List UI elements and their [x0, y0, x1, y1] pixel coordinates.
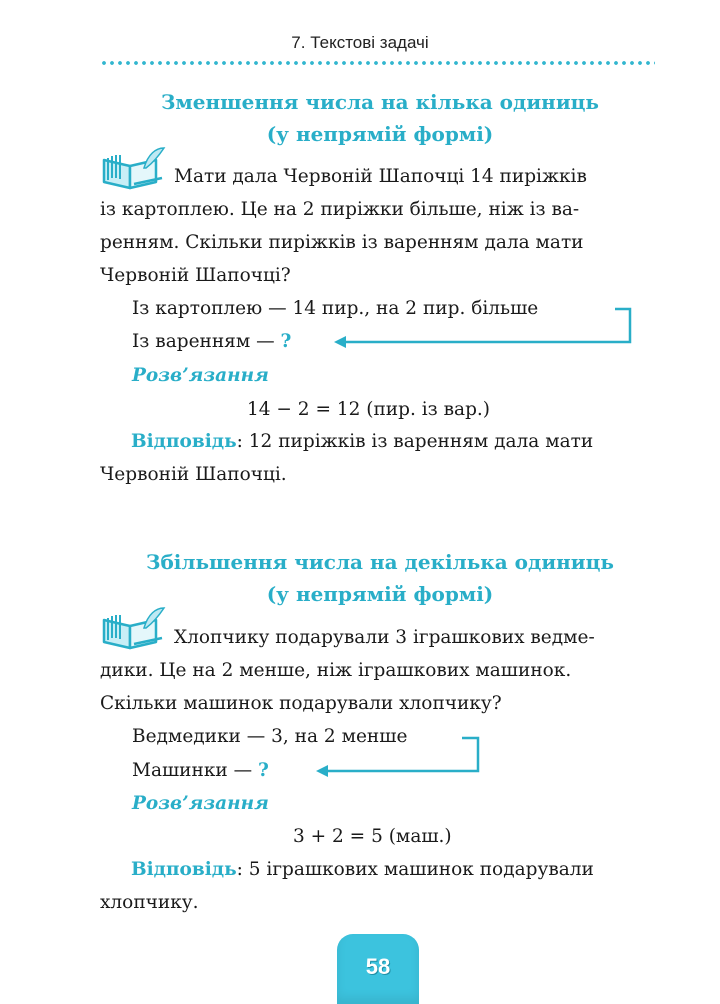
page-number-tab	[337, 934, 419, 1004]
section2-solution-label: Розв’язання	[132, 793, 269, 814]
section2-answer: Відповідь: 5 іграшкових машинок подарували хлопчику.	[100, 859, 594, 913]
section2-equation: 3 + 2 = 5 (маш.)	[293, 826, 452, 847]
question-mark: ?	[280, 331, 292, 352]
section1-bracket-arrow	[330, 300, 640, 350]
section2-bracket-arrow	[312, 728, 492, 778]
chapter-header: 7. Текстові задачі	[291, 33, 429, 52]
section1-condition-line2: Із варенням — ?	[132, 331, 292, 352]
section2-title-line1: Збільшення числа на декілька одиниць	[146, 550, 614, 574]
section1-title-line1: Зменшення числа на кілька одиниць	[160, 90, 600, 114]
page-number: 58	[365, 954, 391, 979]
dotted-divider	[100, 58, 655, 68]
section1-problem-text: Мати дала Червоній Шапочці 14 пиріжків із картоплею. Це на 2 пиріжки більше, ніж із ва- ренням. Скільки пиріжків із варенням дала мати Червоній Шапочці?	[100, 166, 587, 286]
section2-title-line2: (у непрямій формі)	[266, 582, 494, 606]
section2-condition-line2: Машинки — ?	[132, 760, 269, 781]
section1-solution-label: Розв’язання	[132, 365, 269, 386]
section2-problem-text: Хлопчику подарували 3 іграшкових ведме- дики. Це на 2 менше, ніж іграшкових машинок. Скільки машинок подарували хлопчику?	[100, 627, 595, 714]
section1-title-line2: (у непрямій формі)	[266, 122, 494, 146]
section1-equation: 14 − 2 = 12 (пир. із вар.)	[247, 399, 491, 420]
section1-condition-line1: Із картоплею — 14 пир., на 2 пир. більше	[132, 298, 539, 319]
question-mark: ?	[258, 760, 269, 781]
section2-condition-line1: Ведмедики — 3, на 2 менше	[132, 726, 408, 747]
section1-answer: Відповідь: 12 пиріжків із варенням дала мати Червоній Шапочці.	[100, 431, 594, 485]
